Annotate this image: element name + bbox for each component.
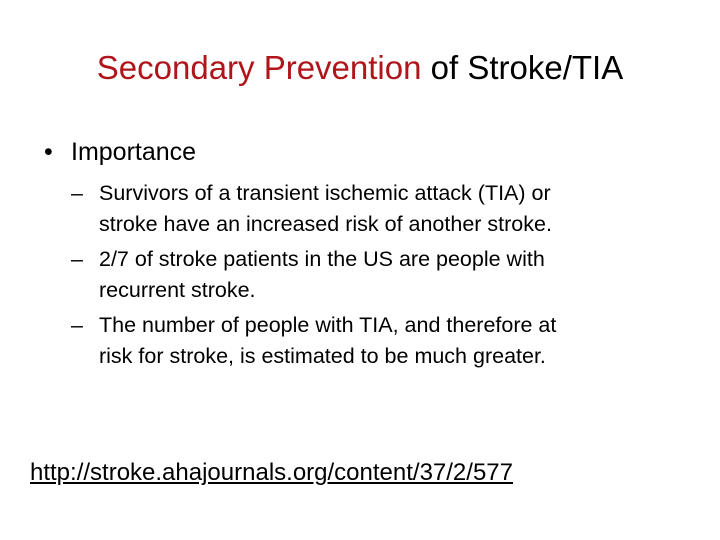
bullet-label: Importance — [71, 138, 197, 166]
sub-bullet-item — [71, 310, 711, 372]
title-accent: Secondary Prevention — [96, 49, 422, 86]
sub-bullet-item — [71, 244, 711, 306]
dash-marker: – — [71, 247, 83, 271]
sub-bullet-line: stroke have an increased risk of another stroke. — [99, 212, 552, 236]
bullet-marker: • — [44, 138, 53, 166]
slide-title — [0, 48, 720, 88]
bullet-importance — [44, 134, 196, 170]
sub-bullet-line: 2/7 of stroke patients in the US are people with — [99, 247, 545, 271]
dash-marker: – — [71, 181, 83, 205]
sub-bullet-list — [71, 178, 711, 376]
sub-bullet-line: Survivors of a transient ischemic attack (TIA) or — [99, 181, 551, 205]
sub-bullet-line: The number of people with TIA, and therefore at — [99, 313, 557, 337]
sub-bullet-item — [71, 178, 711, 240]
title-rest: of Stroke/TIA — [421, 49, 624, 86]
source-link[interactable]: http://stroke.ahajournals.org/content/37/2/577 — [30, 459, 513, 486]
sub-bullet-line: recurrent stroke. — [99, 278, 256, 302]
dash-marker: – — [71, 313, 83, 337]
sub-bullet-line: risk for stroke, is estimated to be much greater. — [99, 344, 546, 368]
